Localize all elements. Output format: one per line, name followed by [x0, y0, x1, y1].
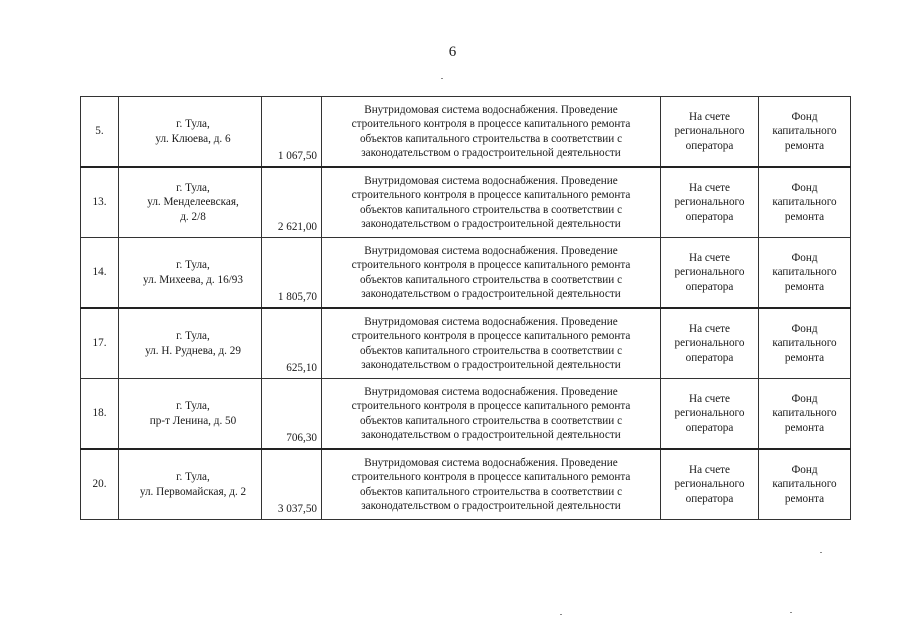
- address-city: г. Тула,: [176, 181, 210, 194]
- payment-account-cell: На счете регионального оператора: [661, 379, 759, 450]
- address-street: ул. Первомайская, д. 2: [139, 485, 247, 498]
- row-number: 18.: [81, 379, 119, 450]
- row-number: 14.: [81, 238, 119, 309]
- funding-source-cell: Фонд капитального ремонта: [759, 167, 851, 238]
- funding-source-cell: Фонд капитального ремонта: [759, 238, 851, 309]
- table-row: [81, 308, 851, 379]
- work-description: Внутридомовая система водоснабжения. Проведение строительного контроля в процессе капитального ремонта объектов капитального строительства в соответствии с законодательством о градостроительной деятельности: [322, 97, 661, 168]
- cost-amount: 1 067,50: [262, 97, 322, 168]
- cost-amount: 2 621,00: [262, 167, 322, 238]
- scan-speck: [820, 552, 822, 553]
- table-row: [81, 167, 851, 238]
- payment-account-cell: На счете регионального оператора: [661, 238, 759, 309]
- address-cell: [119, 97, 262, 168]
- table-row: [81, 379, 851, 450]
- address-cell: [119, 238, 262, 309]
- row-number: 13.: [81, 167, 119, 238]
- address-cell: [119, 379, 262, 450]
- payment-account-cell: На счете регионального оператора: [661, 97, 759, 168]
- address-street: ул. Клюева, д. 6: [155, 132, 231, 145]
- payment-account-cell: На счете регионального оператора: [661, 167, 759, 238]
- repair-works-table: [80, 96, 851, 520]
- row-number: 17.: [81, 308, 119, 379]
- address-city: г. Тула,: [176, 259, 210, 271]
- address-city: г. Тула,: [176, 400, 210, 412]
- funding-source-cell: Фонд капитального ремонта: [759, 97, 851, 168]
- address-city: г. Тула,: [176, 330, 210, 342]
- address-city: г. Тула,: [176, 471, 210, 483]
- cost-amount: 625,10: [262, 308, 322, 379]
- work-description: Внутридомовая система водоснабжения. Проведение строительного контроля в процессе капитального ремонта объектов капитального строительства в соответствии с законодательством о градостроительной деятельности: [322, 238, 661, 309]
- work-description: Внутридомовая система водоснабжения. Проведение строительного контроля в процессе капитального ремонта объектов капитального строительства в соответствии с законодательством о градостроительной деятельности: [322, 449, 661, 520]
- row-number: 20.: [81, 449, 119, 520]
- work-description: Внутридомовая система водоснабжения. Проведение строительного контроля в процессе капитального ремонта объектов капитального строительства в соответствии с законодательством о градостроительной деятельности: [322, 379, 661, 450]
- cost-amount: 706,30: [262, 379, 322, 450]
- work-description: Внутридомовая система водоснабжения. Проведение строительного контроля в процессе капитального ремонта объектов капитального строительства в соответствии с законодательством о градостроительной деятельности: [322, 308, 661, 379]
- address-house: д. 2/8: [180, 210, 206, 223]
- address-street: пр-т Ленина, д. 50: [149, 414, 237, 427]
- table-row: [81, 97, 851, 168]
- address-cell: [119, 308, 262, 379]
- cost-amount: 3 037,50: [262, 449, 322, 520]
- address-street: ул. Н. Руднева, д. 29: [145, 344, 241, 357]
- funding-source-cell: Фонд капитального ремонта: [759, 308, 851, 379]
- payment-account-cell: На счете регионального оператора: [661, 449, 759, 520]
- cost-amount: 1 805,70: [262, 238, 322, 309]
- payment-account-cell: На счете регионального оператора: [661, 308, 759, 379]
- scan-speck: [790, 612, 792, 613]
- row-number: 5.: [81, 97, 119, 168]
- table-row: [81, 449, 851, 520]
- address-street: ул. Менделеевская,: [147, 196, 239, 209]
- address-street: ул. Михеева, д. 16/93: [143, 273, 243, 286]
- scan-speck: [560, 614, 562, 615]
- table-row: [81, 238, 851, 309]
- funding-source-cell: Фонд капитального ремонта: [759, 449, 851, 520]
- funding-source-cell: Фонд капитального ремонта: [759, 379, 851, 450]
- address-cell: [119, 167, 262, 238]
- address-city: г. Тула,: [176, 118, 210, 130]
- address-cell: [119, 449, 262, 520]
- work-description: Внутридомовая система водоснабжения. Проведение строительного контроля в процессе капитального ремонта объектов капитального строительства в соответствии с законодательством о градостроительной деятельности: [322, 167, 661, 238]
- scan-speck: [441, 78, 443, 79]
- page-number: 6: [448, 44, 457, 60]
